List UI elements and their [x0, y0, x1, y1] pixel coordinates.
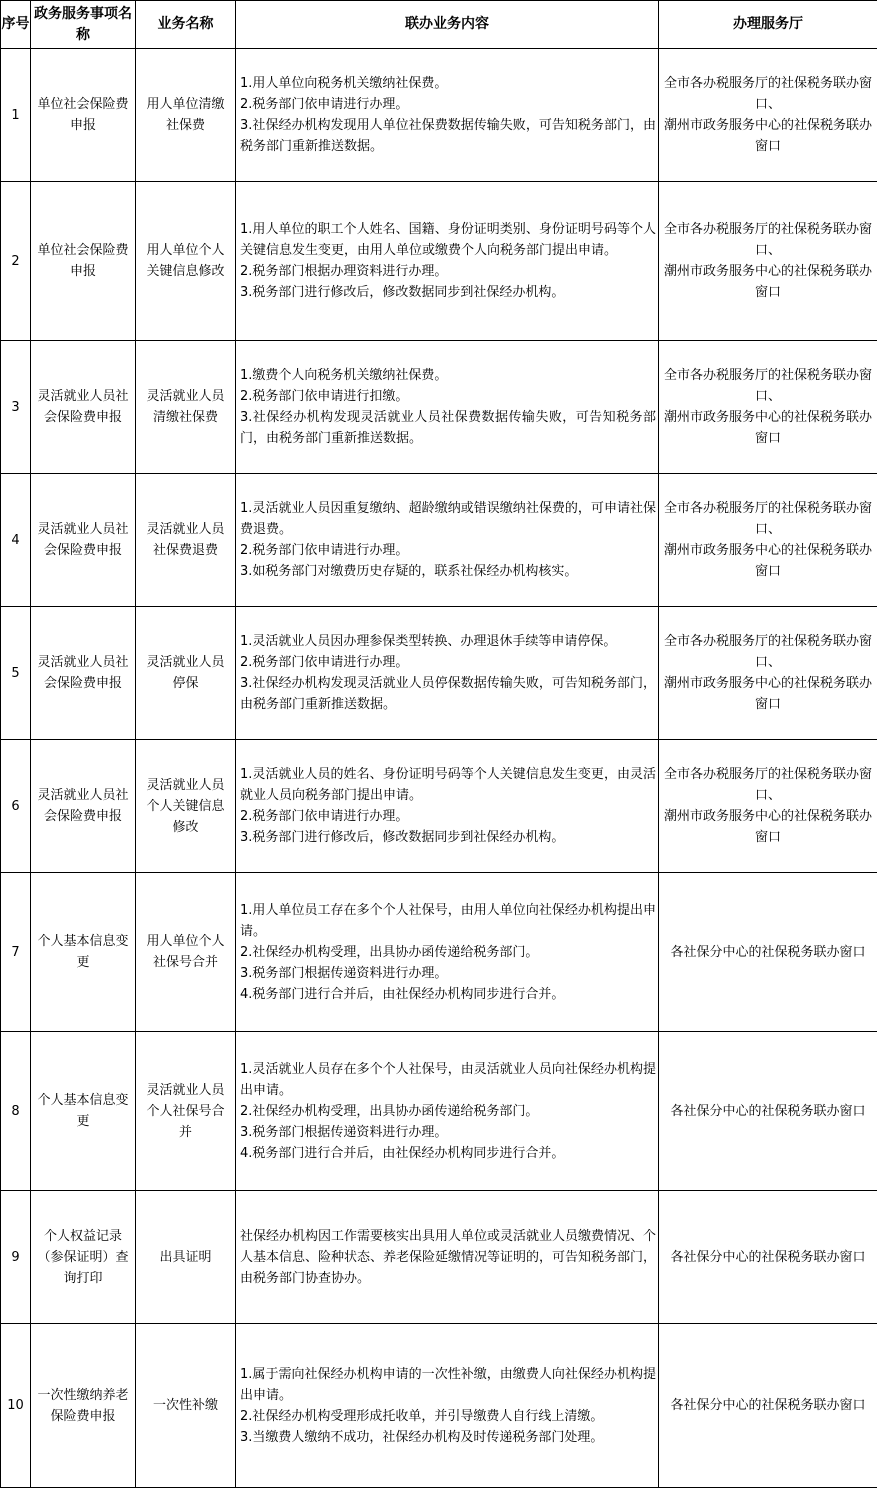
business-name: 一次性补缴	[136, 1324, 236, 1488]
row-number: 3	[1, 341, 31, 474]
joint-content-cell	[236, 182, 659, 341]
content-line: 3.税务部门进行修改后，修改数据同步到社保经办机构。	[240, 285, 565, 300]
header-content: 联办业务内容	[236, 1, 659, 49]
business-name: 灵活就业人员清缴社保费	[136, 341, 236, 474]
service-item-name: 单位社会保险费申报	[31, 182, 136, 341]
table-row	[1, 341, 877, 474]
content-line: 2.税务部门依申请进行办理。	[240, 655, 409, 670]
service-hall-cell	[659, 607, 877, 740]
table-row	[1, 474, 877, 607]
service-hall-cell	[659, 474, 877, 607]
joint-content-cell	[236, 873, 659, 1032]
table-row	[1, 740, 877, 873]
content-line: 2.税务部门依申请进行办理。	[240, 97, 409, 112]
content-line: 3.税务部门进行修改后，修改数据同步到社保经办机构。	[240, 830, 565, 845]
content-line: 2.社保经办机构受理，出具协办函传递给税务部门。	[240, 1103, 539, 1119]
joint-content-cell	[236, 474, 659, 607]
hall-line: 全市各办税服务厅的社保税务联办窗口、	[663, 76, 872, 112]
hall-line: 各社保分中心的社保税务联办窗口	[670, 1398, 866, 1413]
service-item-name: 灵活就业人员社会保险费申报	[31, 607, 136, 740]
content-line: 4.税务部门进行合并后，由社保经办机构同步进行合并。	[240, 1145, 565, 1161]
joint-content-cell	[236, 49, 659, 182]
service-hall-cell	[659, 341, 877, 474]
table-row	[1, 182, 877, 341]
content-line: 1.缴费个人向税务机关缴纳社保费。	[240, 368, 448, 383]
table-row	[1, 607, 877, 740]
header-item: 政务服务事项名称	[31, 1, 136, 49]
joint-content-cell	[236, 607, 659, 740]
content-line: 3.当缴费人缴纳不成功，社保经办机构及时传递税务部门处理。	[240, 1429, 604, 1445]
row-number: 6	[1, 740, 31, 873]
content-line: 2.税务部门依申请进行办理。	[240, 809, 409, 824]
row-number: 8	[1, 1032, 31, 1191]
table-row	[1, 1191, 877, 1324]
business-name: 灵活就业人员社保费退费	[136, 474, 236, 607]
hall-line: 潮州市政务服务中心的社保税务联办窗口	[663, 676, 872, 712]
service-hall-cell	[659, 1191, 877, 1324]
content-line: 1.用人单位向税务机关缴纳社保费。	[240, 76, 448, 91]
hall-line: 全市各办税服务厅的社保税务联办窗口、	[663, 634, 872, 670]
table-row	[1, 1324, 877, 1488]
service-item-name: 个人权益记录（参保证明）查询打印	[31, 1191, 136, 1324]
header-num: 序号	[1, 1, 31, 49]
hall-line: 各社保分中心的社保税务联办窗口	[670, 1249, 866, 1265]
service-item-name: 灵活就业人员社会保险费申报	[31, 474, 136, 607]
service-hall-cell	[659, 873, 877, 1032]
hall-line: 全市各办税服务厅的社保税务联办窗口、	[663, 767, 872, 803]
content-line: 1.用人单位的职工个人姓名、国籍、身份证明类别、身份证明号码等个人关键信息发生变更，由用人单位或缴费个人向税务部门提出申请。	[240, 222, 656, 258]
joint-content-cell	[236, 1324, 659, 1488]
service-hall-cell	[659, 740, 877, 873]
content-line: 1.用人单位员工存在多个个人社保号，由用人单位向社保经办机构提出申请。	[240, 902, 656, 939]
service-item-name: 灵活就业人员社会保险费申报	[31, 341, 136, 474]
row-number: 5	[1, 607, 31, 740]
hall-line: 潮州市政务服务中心的社保税务联办窗口	[663, 809, 872, 845]
content-line: 3.如税务部门对缴费历史存疑的，联系社保经办机构核实。	[240, 564, 578, 579]
business-name: 灵活就业人员停保	[136, 607, 236, 740]
business-name: 用人单位清缴社保费	[136, 49, 236, 182]
hall-line: 各社保分中心的社保税务联办窗口	[670, 1103, 866, 1119]
row-number: 2	[1, 182, 31, 341]
header-business: 业务名称	[136, 1, 236, 49]
hall-line: 全市各办税服务厅的社保税务联办窗口、	[663, 368, 872, 404]
table-row	[1, 873, 877, 1032]
row-number: 10	[1, 1324, 31, 1488]
joint-content-cell	[236, 341, 659, 474]
content-line: 3.税务部门根据传递资料进行办理。	[240, 1124, 448, 1140]
content-line: 2.社保经办机构受理形成托收单，并引导缴费人自行线上清缴。	[240, 1408, 604, 1424]
content-line: 1.灵活就业人员因重复缴纳、超龄缴纳或错误缴纳社保费的，可申请社保费退费。	[240, 501, 656, 537]
business-name: 用人单位个人关键信息修改	[136, 182, 236, 341]
service-hall-cell	[659, 182, 877, 341]
hall-line: 各社保分中心的社保税务联办窗口	[670, 944, 866, 960]
service-item-name: 单位社会保险费申报	[31, 49, 136, 182]
hall-line: 潮州市政务服务中心的社保税务联办窗口	[663, 118, 872, 154]
content-line: 3.社保经办机构发现灵活就业人员停保数据传输失败，可告知税务部门，由税务部门重新推送数据。	[240, 676, 656, 712]
service-hall-cell	[659, 1032, 877, 1191]
row-number: 4	[1, 474, 31, 607]
service-item-name: 灵活就业人员社会保险费申报	[31, 740, 136, 873]
content-line: 1.灵活就业人员因办理参保类型转换、办理退休手续等申请停保。	[240, 634, 617, 649]
hall-line: 潮州市政务服务中心的社保税务联办窗口	[663, 264, 872, 300]
content-line: 3.社保经办机构发现用人单位社保费数据传输失败，可告知税务部门，由税务部门重新推送数据。	[240, 118, 656, 154]
table-row	[1, 1032, 877, 1191]
content-line: 2.社保经办机构受理，出具协办函传递给税务部门。	[240, 944, 539, 960]
content-line: 2.税务部门依申请进行办理。	[240, 543, 409, 558]
business-name: 用人单位个人社保号合并	[136, 873, 236, 1032]
service-item-name: 个人基本信息变更	[31, 1032, 136, 1191]
service-item-name: 一次性缴纳养老保险费申报	[31, 1324, 136, 1488]
hall-line: 潮州市政务服务中心的社保税务联办窗口	[663, 543, 872, 579]
joint-content-cell	[236, 1191, 659, 1324]
row-number: 9	[1, 1191, 31, 1324]
table-header-row	[1, 1, 877, 49]
service-hall-cell	[659, 1324, 877, 1488]
row-number: 7	[1, 873, 31, 1032]
header-hall: 办理服务厅	[659, 1, 877, 49]
service-hall-cell	[659, 49, 877, 182]
content-line: 1.属于需向社保经办机构申请的一次性补缴，由缴费人向社保经办机构提出申请。	[240, 1366, 656, 1403]
hall-line: 全市各办税服务厅的社保税务联办窗口、	[663, 222, 872, 258]
business-name: 灵活就业人员个人关键信息修改	[136, 740, 236, 873]
content-line: 3.税务部门根据传递资料进行办理。	[240, 965, 448, 981]
content-line: 3.社保经办机构发现灵活就业人员社保费数据传输失败，可告知税务部门，由税务部门重新推送数据。	[240, 410, 656, 446]
hall-line: 潮州市政务服务中心的社保税务联办窗口	[663, 410, 872, 446]
content-line: 2.税务部门依申请进行扣缴。	[240, 389, 409, 404]
row-number: 1	[1, 49, 31, 182]
business-name: 灵活就业人员个人社保号合并	[136, 1032, 236, 1191]
hall-line: 全市各办税服务厅的社保税务联办窗口、	[663, 501, 872, 537]
content-line: 4.税务部门进行合并后，由社保经办机构同步进行合并。	[240, 986, 565, 1002]
joint-content-cell	[236, 1032, 659, 1191]
business-name: 出具证明	[136, 1191, 236, 1324]
content-line: 1.灵活就业人员的姓名、身份证明号码等个人关键信息发生变更，由灵活就业人员向税务部门提出申请。	[240, 767, 656, 803]
table-row	[1, 49, 877, 182]
joint-content-cell	[236, 740, 659, 873]
content-line: 2.税务部门根据办理资料进行办理。	[240, 264, 448, 279]
service-item-name: 个人基本信息变更	[31, 873, 136, 1032]
content-line: 1.灵活就业人员存在多个个人社保号，由灵活就业人员向社保经办机构提出申请。	[240, 1061, 656, 1098]
content-line: 社保经办机构因工作需要核实出具用人单位或灵活就业人员缴费情况、个人基本信息、险种状态、养老保险延缴情况等证明的，可告知税务部门，由税务部门协查协办。	[240, 1228, 657, 1286]
